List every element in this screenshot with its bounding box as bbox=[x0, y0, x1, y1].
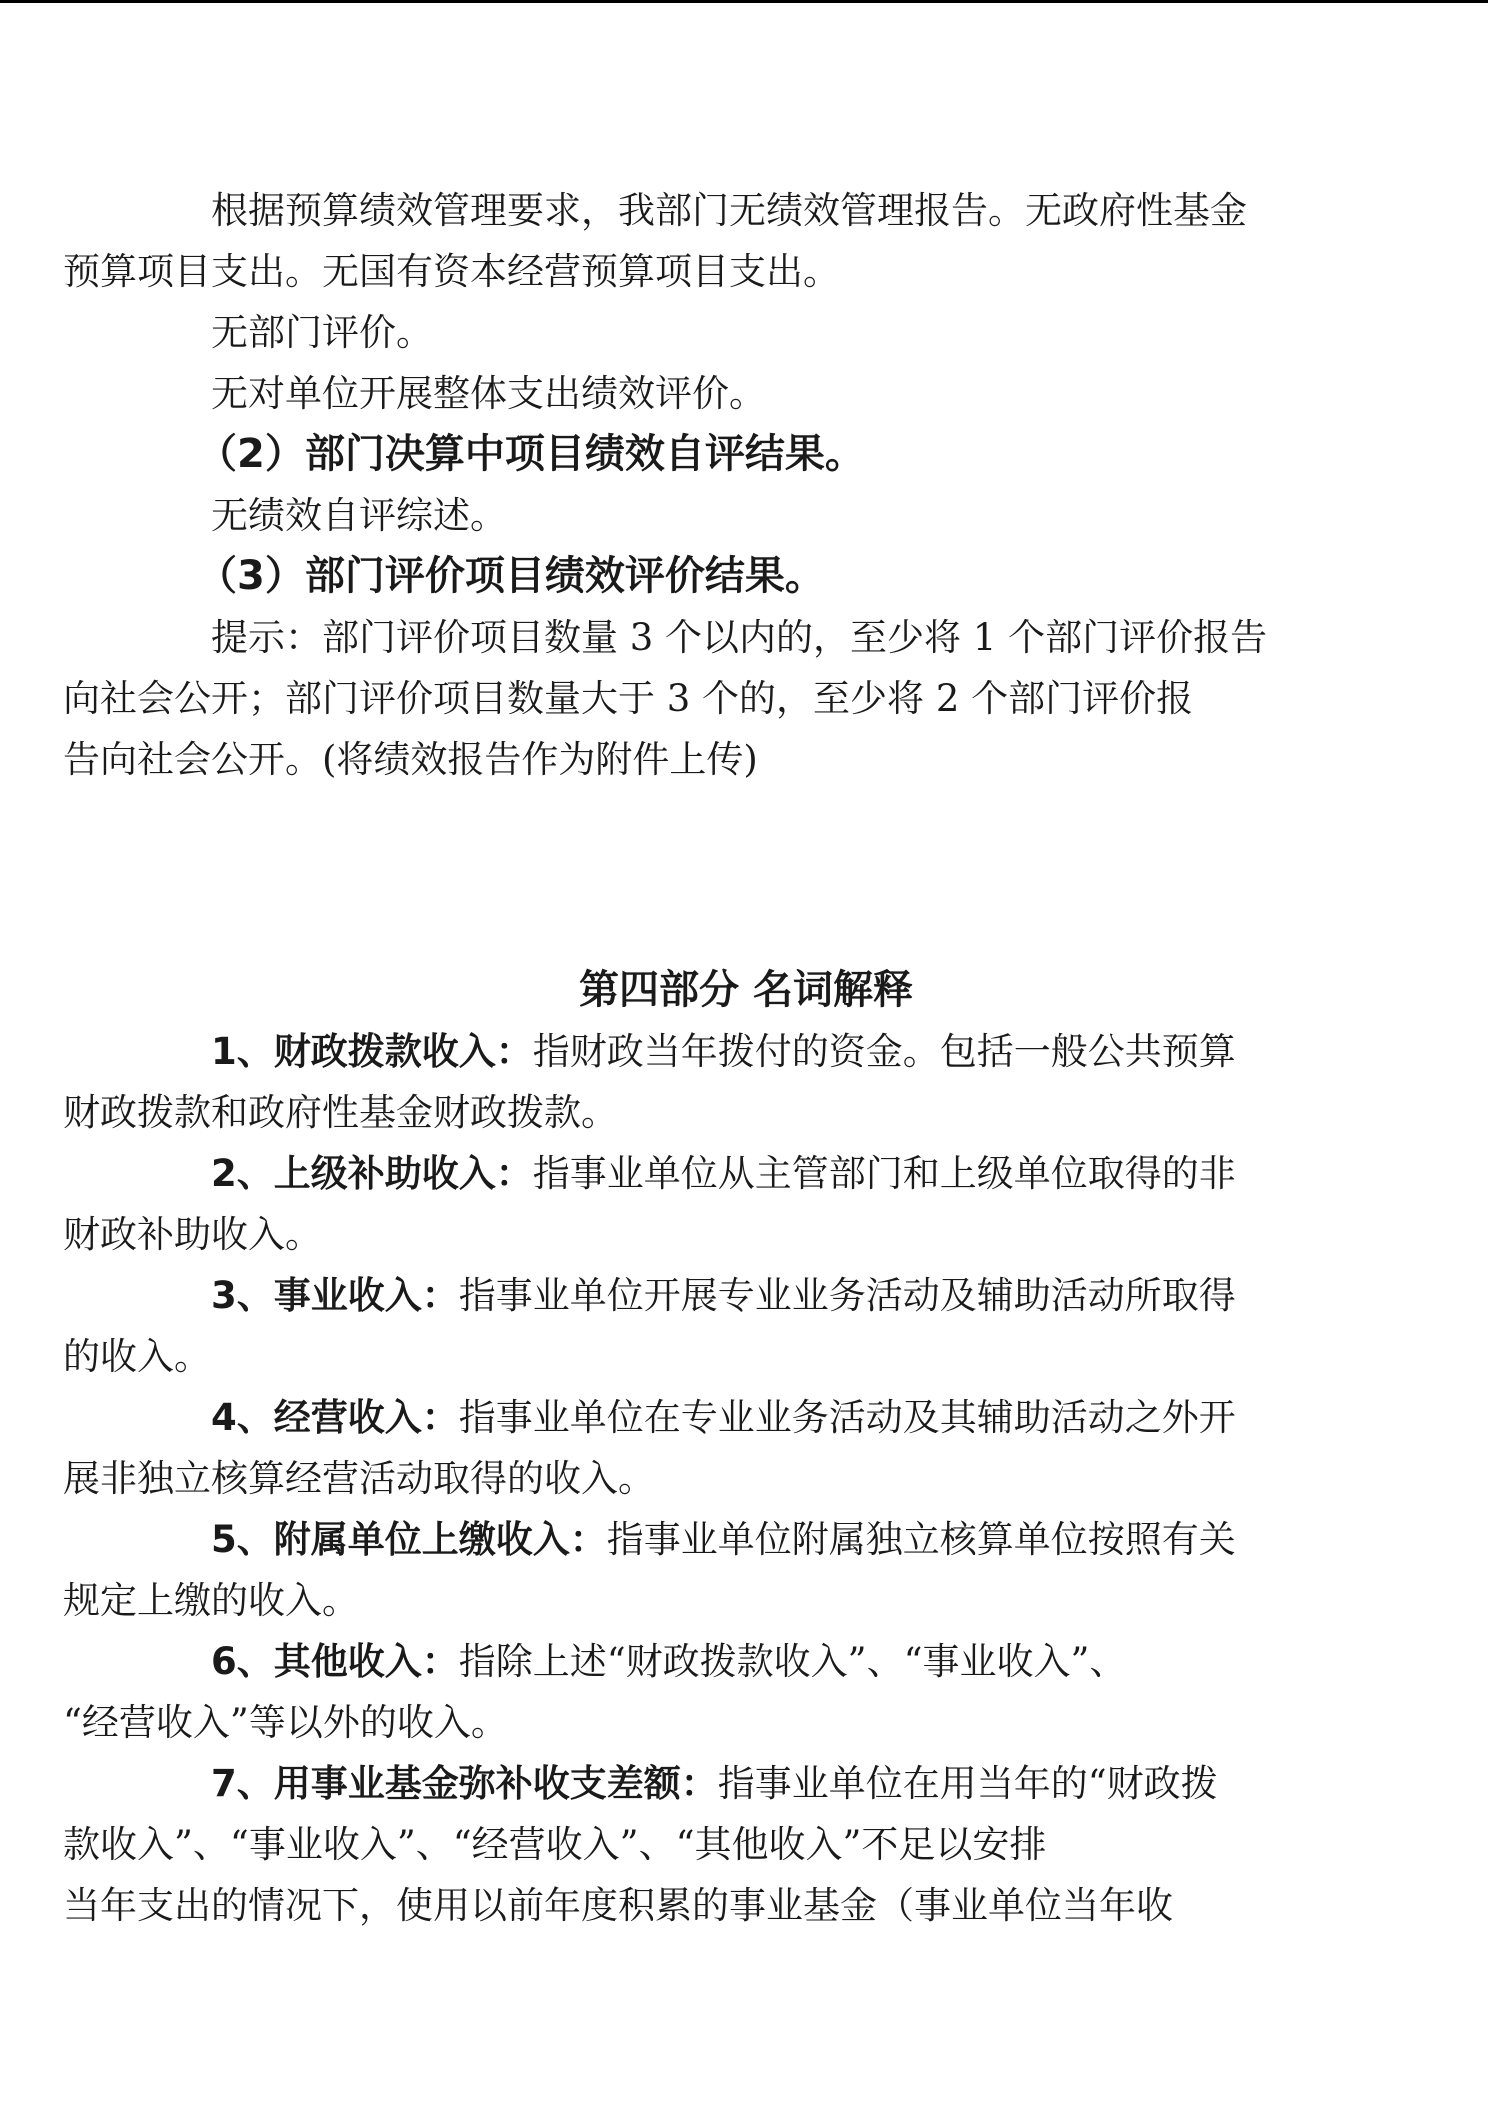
definition-2-line-1: 指事业单位从主管部门和上级单位取得的非 bbox=[532, 1152, 1236, 1195]
definition-4-line-2: 展非独立核算经营活动取得的收入。 bbox=[63, 1457, 655, 1500]
definition-3-line-1: 指事业单位开展专业业务活动及辅助活动所取得 bbox=[458, 1274, 1236, 1317]
document-page bbox=[63, 180, 1355, 1936]
definition-1-line-1: 指财政当年拨付的资金。包括一般公共预算 bbox=[532, 1030, 1236, 1073]
definition-6-line-1: 指除上述“财政拨款收入”、“事业收入”、 bbox=[458, 1640, 1127, 1683]
subsection-2-heading: （2）部门决算中项目绩效自评结果。 bbox=[197, 431, 865, 477]
definition-item-5 bbox=[63, 1509, 1355, 1631]
definition-item-4 bbox=[63, 1387, 1355, 1509]
definition-item-3 bbox=[63, 1265, 1355, 1387]
page-top-border bbox=[0, 0, 1488, 3]
subsection-3-body-line-1: 提示：部门评价项目数量 3 个以内的，至少将 1 个部门评价报告 bbox=[211, 616, 1268, 659]
definition-2-line-2: 财政补助收入。 bbox=[63, 1213, 322, 1256]
definition-term-7: 7、用事业基金弥补收支差额： bbox=[211, 1762, 718, 1805]
definition-term-3: 3、事业收入： bbox=[211, 1274, 459, 1317]
subsection-3-heading: （3）部门评价项目绩效评价结果。 bbox=[197, 553, 825, 599]
subsection-3-body-line-3: 告向社会公开。(将绩效报告作为附件上传) bbox=[63, 738, 758, 781]
definition-1-line-2: 财政拨款和政府性基金财政拨款。 bbox=[63, 1091, 618, 1134]
definition-4-line-1: 指事业单位在专业业务活动及其辅助活动之外开 bbox=[458, 1396, 1236, 1439]
subsection-3-body bbox=[63, 607, 1355, 790]
subsection-3-body-line-2: 向社会公开；部门评价项目数量大于 3 个的，至少将 2 个部门评价报 bbox=[63, 677, 1194, 720]
definition-item-1 bbox=[63, 1021, 1355, 1143]
intro-paragraph-1-line-2: 预算项目支出。无国有资本经营预算项目支出。 bbox=[63, 250, 840, 293]
definition-item-7 bbox=[63, 1753, 1355, 1936]
definition-6-line-2: “经营收入”等以外的收入。 bbox=[63, 1701, 508, 1744]
part-4-heading: 第四部分 名词解释 bbox=[579, 967, 913, 1013]
definition-term-2: 2、上级补助收入： bbox=[211, 1152, 533, 1195]
intro-paragraph-2: 无部门评价。 bbox=[211, 311, 433, 354]
section-spacer bbox=[137, 790, 1355, 960]
definition-3-line-2: 的收入。 bbox=[63, 1335, 211, 1378]
subsection-2-body: 无绩效自评综述。 bbox=[211, 494, 507, 537]
definition-term-6: 6、其他收入： bbox=[211, 1640, 459, 1683]
definition-term-1: 1、财政拨款收入： bbox=[211, 1030, 533, 1073]
definition-5-line-1: 指事业单位附属独立核算单位按照有关 bbox=[606, 1518, 1236, 1561]
definition-7-line-2: 款收入”、“事业收入”、“经营收入”、“其他收入”不足以安排 bbox=[63, 1823, 1047, 1866]
definition-7-line-1: 指事业单位在用当年的“财政拨 bbox=[717, 1762, 1218, 1805]
definition-term-5: 5、附属单位上缴收入： bbox=[211, 1518, 607, 1561]
definition-item-6 bbox=[63, 1631, 1355, 1753]
definition-term-4: 4、经营收入： bbox=[211, 1396, 459, 1439]
intro-paragraph-1-line-1: 根据预算绩效管理要求，我部门无绩效管理报告。无政府性基金 bbox=[211, 189, 1247, 232]
intro-paragraph-1 bbox=[63, 180, 1355, 302]
intro-paragraph-3: 无对单位开展整体支出绩效评价。 bbox=[211, 372, 766, 415]
definition-item-2 bbox=[63, 1143, 1355, 1265]
definition-7-line-3: 当年支出的情况下，使用以前年度积累的事业基金（事业单位当年收 bbox=[63, 1884, 1173, 1927]
definition-5-line-2: 规定上缴的收入。 bbox=[63, 1579, 359, 1622]
